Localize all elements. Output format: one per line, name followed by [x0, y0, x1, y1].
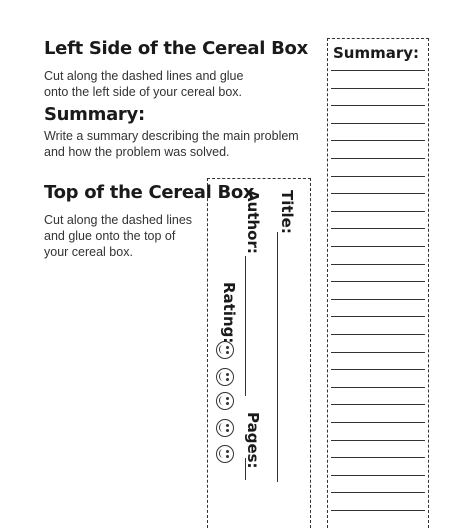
summary-panel-left-edge	[327, 38, 328, 528]
summary-writing-line	[331, 228, 425, 229]
summary-heading: Summary:	[44, 104, 145, 125]
summary-writing-line	[331, 352, 425, 353]
left-side-instructions	[44, 68, 243, 100]
summary-instructions	[44, 128, 299, 160]
summary-writing-line	[331, 316, 425, 317]
title-label: Title:	[278, 190, 296, 234]
author-write-line	[245, 256, 246, 396]
summary-writing-line	[331, 457, 425, 458]
top-side-instructions	[44, 212, 192, 260]
rating-label: Rating:	[220, 282, 238, 344]
summary-writing-line	[331, 492, 425, 493]
summary-instructions-line-1: Write a summary describing the main problem	[44, 129, 299, 143]
smiley-face-icon	[216, 419, 234, 437]
title-write-line	[277, 232, 278, 482]
summary-panel-top-edge	[327, 38, 429, 39]
summary-instructions-line-2: and how the problem was solved.	[44, 145, 230, 159]
summary-writing-line	[331, 510, 425, 511]
smiley-face-icon	[216, 341, 234, 359]
summary-writing-line	[331, 281, 425, 282]
summary-writing-line	[331, 70, 425, 71]
summary-writing-line	[331, 140, 425, 141]
summary-panel-right-edge	[428, 38, 429, 528]
summary-writing-line	[331, 299, 425, 300]
summary-panel-label: Summary:	[333, 44, 420, 62]
left-instructions-line-2: onto the left side of your cereal box.	[44, 85, 243, 99]
author-label: Author:	[244, 190, 262, 254]
left-side-title: Left Side of the Cereal Box	[44, 38, 308, 59]
top-panel-left-edge	[207, 178, 208, 528]
summary-writing-line	[331, 440, 425, 441]
summary-writing-line	[331, 387, 425, 388]
summary-writing-line	[331, 422, 425, 423]
summary-writing-line	[331, 88, 425, 89]
summary-panel-cutout	[327, 38, 429, 528]
summary-writing-line	[331, 211, 425, 212]
smiley-face-icon	[216, 392, 234, 410]
top-side-title: Top of the Cereal Box	[44, 182, 255, 203]
top-panel-top-edge	[207, 178, 311, 179]
summary-writing-line	[331, 264, 425, 265]
top-instructions-line-2: and glue onto the top of	[44, 229, 176, 243]
summary-writing-line	[331, 158, 425, 159]
summary-writing-line	[331, 369, 425, 370]
top-instructions-line-3: your cereal box.	[44, 245, 133, 259]
pages-label: Pages:	[244, 412, 262, 469]
summary-writing-line	[331, 176, 425, 177]
summary-writing-line	[331, 246, 425, 247]
summary-writing-line	[331, 334, 425, 335]
smiley-face-icon	[216, 368, 234, 386]
top-panel-right-edge	[310, 178, 311, 528]
summary-writing-line	[331, 123, 425, 124]
summary-writing-line	[331, 404, 425, 405]
summary-writing-line	[331, 105, 425, 106]
summary-writing-line	[331, 475, 425, 476]
pages-write-line	[245, 458, 246, 480]
smiley-face-icon	[216, 445, 234, 463]
left-instructions-line-1: Cut along the dashed lines and glue	[44, 69, 244, 83]
summary-writing-line	[331, 193, 425, 194]
top-instructions-line-1: Cut along the dashed lines	[44, 213, 193, 227]
